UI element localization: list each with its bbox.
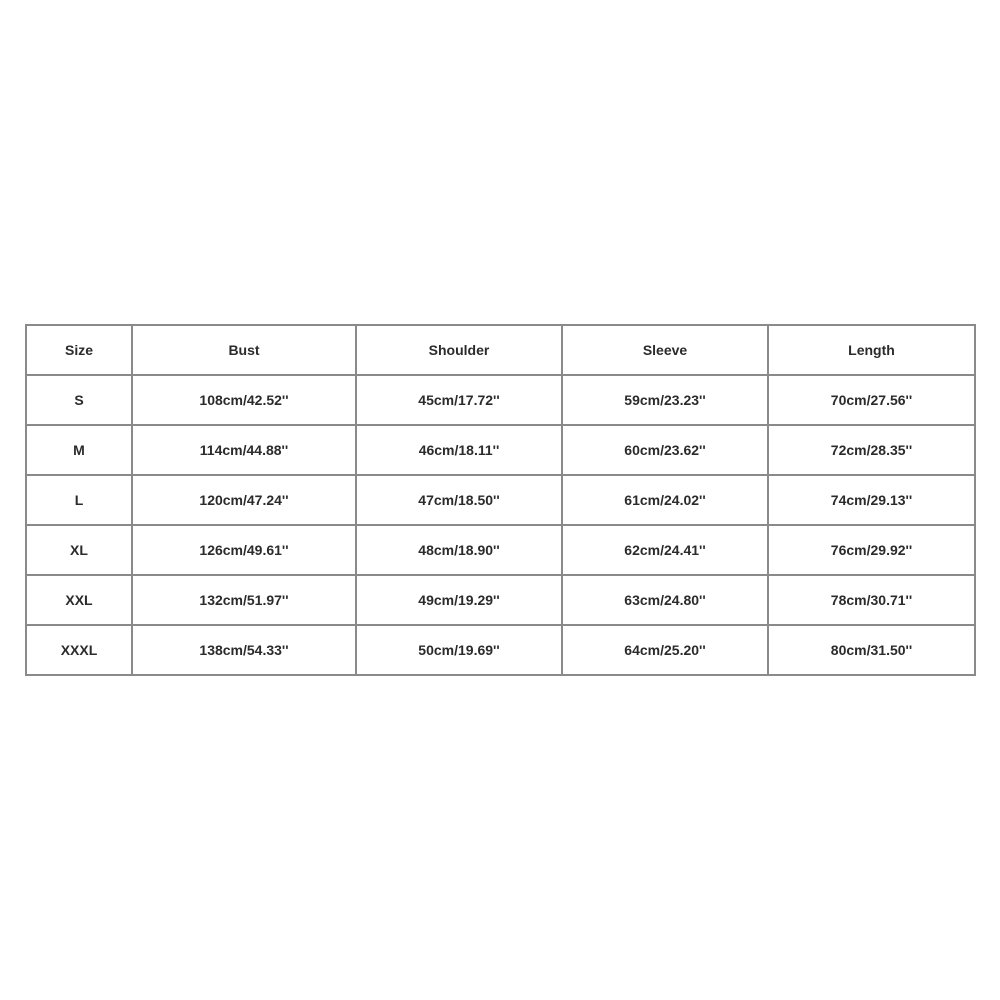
cell-bust: 108cm/42.52'' [132,375,356,425]
table-row [26,525,975,575]
header-sleeve: Sleeve [562,325,768,375]
table-row [26,375,975,425]
header-size: Size [26,325,132,375]
cell-sleeve: 61cm/24.02'' [562,475,768,525]
cell-shoulder: 47cm/18.50'' [356,475,562,525]
table-row [26,425,975,475]
cell-length: 80cm/31.50'' [768,625,975,675]
cell-size: XXXL [26,625,132,675]
cell-size: XXL [26,575,132,625]
cell-bust: 132cm/51.97'' [132,575,356,625]
table-row [26,575,975,625]
cell-shoulder: 49cm/19.29'' [356,575,562,625]
header-bust: Bust [132,325,356,375]
cell-bust: 126cm/49.61'' [132,525,356,575]
cell-bust: 114cm/44.88'' [132,425,356,475]
table-row [26,475,975,525]
cell-sleeve: 60cm/23.62'' [562,425,768,475]
cell-shoulder: 50cm/19.69'' [356,625,562,675]
header-shoulder: Shoulder [356,325,562,375]
cell-sleeve: 64cm/25.20'' [562,625,768,675]
cell-sleeve: 59cm/23.23'' [562,375,768,425]
cell-sleeve: 63cm/24.80'' [562,575,768,625]
cell-size: L [26,475,132,525]
cell-size: M [26,425,132,475]
cell-shoulder: 48cm/18.90'' [356,525,562,575]
cell-size: S [26,375,132,425]
cell-shoulder: 46cm/18.11'' [356,425,562,475]
cell-size: XL [26,525,132,575]
cell-shoulder: 45cm/17.72'' [356,375,562,425]
cell-length: 74cm/29.13'' [768,475,975,525]
table-header-row [26,325,975,375]
header-length: Length [768,325,975,375]
table-row [26,625,975,675]
cell-length: 70cm/27.56'' [768,375,975,425]
cell-length: 72cm/28.35'' [768,425,975,475]
cell-sleeve: 62cm/24.41'' [562,525,768,575]
cell-bust: 138cm/54.33'' [132,625,356,675]
cell-length: 76cm/29.92'' [768,525,975,575]
cell-length: 78cm/30.71'' [768,575,975,625]
size-chart-table [25,324,976,676]
cell-bust: 120cm/47.24'' [132,475,356,525]
